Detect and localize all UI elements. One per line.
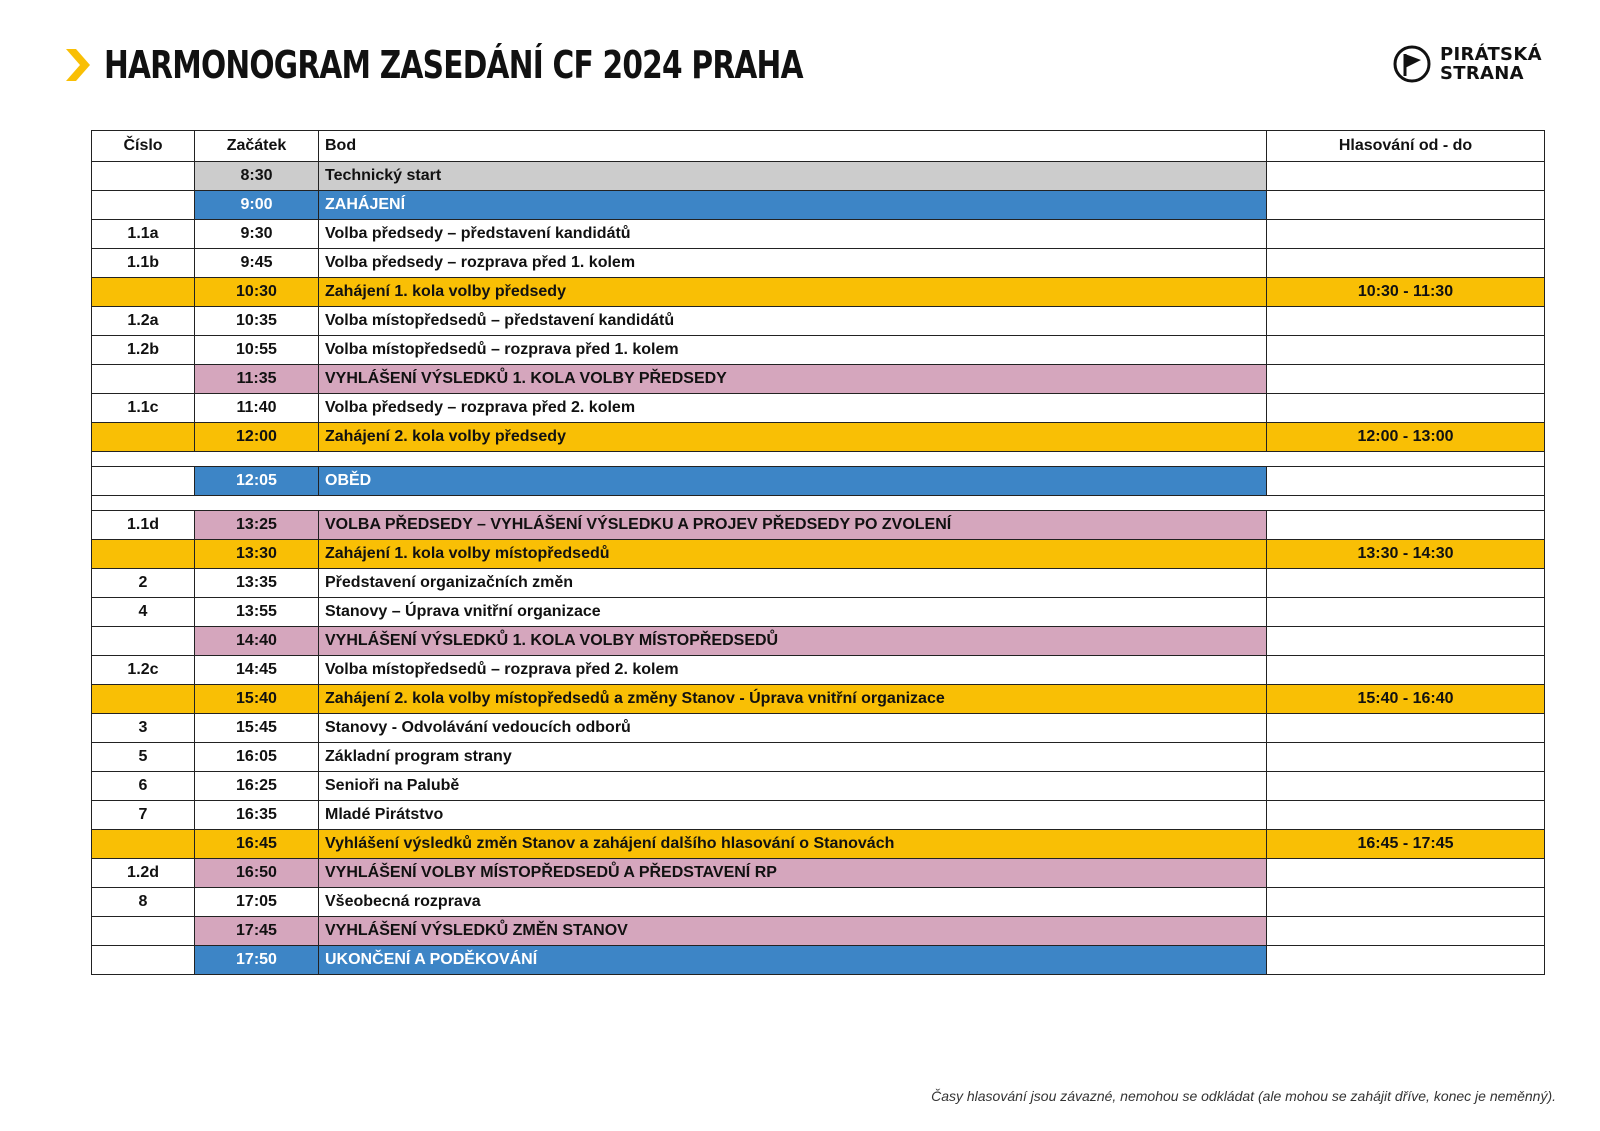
row-start-time: 14:40 <box>195 627 319 656</box>
row-start-time: 13:30 <box>195 540 319 569</box>
table-row <box>92 220 1545 249</box>
table-row <box>92 307 1545 336</box>
row-start-time: 8:30 <box>195 162 319 191</box>
row-start-time: 15:45 <box>195 714 319 743</box>
party-logo <box>1392 44 1542 84</box>
row-number <box>92 191 195 220</box>
row-agenda-item: Volba předsedy – představení kandidátů <box>319 220 1267 249</box>
row-agenda-item: Stanovy – Úprava vnitřní organizace <box>319 598 1267 627</box>
column-header-start: Začátek <box>195 131 319 162</box>
row-start-time: 16:35 <box>195 801 319 830</box>
row-number <box>92 830 195 859</box>
row-agenda-item: Základní program strany <box>319 743 1267 772</box>
row-number: 7 <box>92 801 195 830</box>
row-start-time: 10:55 <box>195 336 319 365</box>
row-number: 4 <box>92 598 195 627</box>
row-number <box>92 917 195 946</box>
footnote: Časy hlasování jsou závazné, nemohou se odkládat (ale mohou se zahájit dříve, konec je neměnný). <box>931 1088 1556 1104</box>
row-start-time: 14:45 <box>195 656 319 685</box>
table-header-row <box>92 131 1545 162</box>
row-number: 5 <box>92 743 195 772</box>
row-agenda-item: Volba místopředsedů – rozprava před 1. kolem <box>319 336 1267 365</box>
row-start-time: 9:45 <box>195 249 319 278</box>
table-row <box>92 511 1545 540</box>
table-row <box>92 772 1545 801</box>
row-voting-window <box>1267 859 1545 888</box>
table-row <box>92 714 1545 743</box>
row-agenda-item: Představení organizačních změn <box>319 569 1267 598</box>
row-number <box>92 946 195 975</box>
row-voting-window <box>1267 598 1545 627</box>
row-number: 1.2c <box>92 656 195 685</box>
column-header-item: Bod <box>319 131 1267 162</box>
row-voting-window: 15:40 - 16:40 <box>1267 685 1545 714</box>
column-header-voting: Hlasování od - do <box>1267 131 1545 162</box>
table-row <box>92 365 1545 394</box>
table-row <box>92 162 1545 191</box>
row-start-time: 12:05 <box>195 467 319 496</box>
row-number: 1.1a <box>92 220 195 249</box>
row-number: 3 <box>92 714 195 743</box>
row-agenda-item: Mladé Pirátstvo <box>319 801 1267 830</box>
table-row <box>92 278 1545 307</box>
row-voting-window <box>1267 569 1545 598</box>
logo-line-1: PIRÁTSKÁ <box>1440 44 1542 65</box>
row-agenda-item: Volba předsedy – rozprava před 2. kolem <box>319 394 1267 423</box>
row-start-time: 12:00 <box>195 423 319 452</box>
table-row <box>92 946 1545 975</box>
row-start-time: 11:35 <box>195 365 319 394</box>
table-row <box>92 685 1545 714</box>
page-header <box>62 40 1000 90</box>
row-number <box>92 627 195 656</box>
logo-text <box>1440 45 1542 83</box>
row-voting-window <box>1267 801 1545 830</box>
table-row <box>92 627 1545 656</box>
row-number: 1.2d <box>92 859 195 888</box>
row-number: 2 <box>92 569 195 598</box>
row-number <box>92 685 195 714</box>
row-start-time: 17:05 <box>195 888 319 917</box>
row-voting-window <box>1267 946 1545 975</box>
row-start-time: 15:40 <box>195 685 319 714</box>
row-agenda-item: VYHLÁŠENÍ VÝSLEDKŮ ZMĚN STANOV <box>319 917 1267 946</box>
row-voting-window <box>1267 162 1545 191</box>
row-number <box>92 423 195 452</box>
row-start-time: 10:35 <box>195 307 319 336</box>
row-voting-window: 10:30 - 11:30 <box>1267 278 1545 307</box>
table-row <box>92 801 1545 830</box>
row-agenda-item: Senioři na Palubě <box>319 772 1267 801</box>
page-title: HARMONOGRAM ZASEDÁNÍ CF 2024 PRAHA <box>104 43 803 87</box>
table-row <box>92 336 1545 365</box>
schedule-table <box>91 130 1545 975</box>
row-agenda-item: Zahájení 2. kola volby předsedy <box>319 423 1267 452</box>
row-agenda-item: Zahájení 1. kola volby předsedy <box>319 278 1267 307</box>
row-number: 6 <box>92 772 195 801</box>
table-row <box>92 423 1545 452</box>
row-agenda-item: VYHLÁŠENÍ VOLBY MÍSTOPŘEDSEDŮ A PŘEDSTAVENÍ RP <box>319 859 1267 888</box>
row-voting-window <box>1267 336 1545 365</box>
table-row <box>92 917 1545 946</box>
row-voting-window <box>1267 191 1545 220</box>
row-number <box>92 365 195 394</box>
row-start-time: 11:40 <box>195 394 319 423</box>
row-voting-window <box>1267 627 1545 656</box>
table-row <box>92 569 1545 598</box>
table-row <box>92 598 1545 627</box>
logo-line-2: STRANA <box>1440 63 1524 84</box>
row-agenda-item: VYHLÁŠENÍ VÝSLEDKŮ 1. KOLA VOLBY PŘEDSEDY <box>319 365 1267 394</box>
table-row <box>92 743 1545 772</box>
row-start-time: 16:45 <box>195 830 319 859</box>
row-number: 1.1d <box>92 511 195 540</box>
row-start-time: 9:00 <box>195 191 319 220</box>
pirate-flag-icon <box>1392 44 1432 84</box>
row-voting-window <box>1267 714 1545 743</box>
row-voting-window <box>1267 656 1545 685</box>
row-agenda-item: Volba místopředsedů – představení kandidátů <box>319 307 1267 336</box>
chevron-right-icon <box>62 43 96 87</box>
row-agenda-item: Volba předsedy – rozprava před 1. kolem <box>319 249 1267 278</box>
row-start-time: 10:30 <box>195 278 319 307</box>
row-agenda-item: Všeobecná rozprava <box>319 888 1267 917</box>
spacer-row <box>92 496 1545 511</box>
table-row <box>92 540 1545 569</box>
table-row <box>92 859 1545 888</box>
row-voting-window <box>1267 249 1545 278</box>
row-number <box>92 278 195 307</box>
row-number <box>92 162 195 191</box>
spacer-row <box>92 452 1545 467</box>
row-start-time: 17:45 <box>195 917 319 946</box>
row-number: 1.1c <box>92 394 195 423</box>
row-agenda-item: VYHLÁŠENÍ VÝSLEDKŮ 1. KOLA VOLBY MÍSTOPŘEDSEDŮ <box>319 627 1267 656</box>
table-row <box>92 191 1545 220</box>
row-voting-window <box>1267 743 1545 772</box>
row-agenda-item: VOLBA PŘEDSEDY – VYHLÁŠENÍ VÝSLEDKU A PROJEV PŘEDSEDY PO ZVOLENÍ <box>319 511 1267 540</box>
row-agenda-item: Stanovy - Odvolávání vedoucích odborů <box>319 714 1267 743</box>
row-voting-window <box>1267 394 1545 423</box>
row-agenda-item: Vyhlášení výsledků změn Stanov a zahájení dalšího hlasování o Stanovách <box>319 830 1267 859</box>
row-start-time: 16:25 <box>195 772 319 801</box>
row-number: 1.2b <box>92 336 195 365</box>
row-agenda-item: Technický start <box>319 162 1267 191</box>
spacer-cell <box>92 452 1545 467</box>
row-voting-window: 13:30 - 14:30 <box>1267 540 1545 569</box>
row-start-time: 17:50 <box>195 946 319 975</box>
row-start-time: 13:25 <box>195 511 319 540</box>
row-start-time: 16:05 <box>195 743 319 772</box>
table-row <box>92 656 1545 685</box>
row-number <box>92 540 195 569</box>
row-voting-window <box>1267 511 1545 540</box>
row-voting-window <box>1267 888 1545 917</box>
row-voting-window <box>1267 772 1545 801</box>
row-agenda-item: Zahájení 1. kola volby místopředsedů <box>319 540 1267 569</box>
row-voting-window <box>1267 365 1545 394</box>
row-start-time: 16:50 <box>195 859 319 888</box>
row-number <box>92 467 195 496</box>
row-number: 1.1b <box>92 249 195 278</box>
row-start-time: 13:35 <box>195 569 319 598</box>
column-header-number: Číslo <box>92 131 195 162</box>
row-voting-window <box>1267 220 1545 249</box>
table-row <box>92 249 1545 278</box>
row-start-time: 13:55 <box>195 598 319 627</box>
row-agenda-item: OBĚD <box>319 467 1267 496</box>
table-row <box>92 888 1545 917</box>
row-agenda-item: ZAHÁJENÍ <box>319 191 1267 220</box>
row-number: 1.2a <box>92 307 195 336</box>
row-agenda-item: Zahájení 2. kola volby místopředsedů a změny Stanov - Úprava vnitřní organizace <box>319 685 1267 714</box>
row-voting-window: 16:45 - 17:45 <box>1267 830 1545 859</box>
row-voting-window <box>1267 467 1545 496</box>
table-row <box>92 830 1545 859</box>
row-voting-window <box>1267 917 1545 946</box>
row-voting-window <box>1267 307 1545 336</box>
table-row <box>92 467 1545 496</box>
spacer-cell <box>92 496 1545 511</box>
row-number: 8 <box>92 888 195 917</box>
row-voting-window: 12:00 - 13:00 <box>1267 423 1545 452</box>
table-row <box>92 394 1545 423</box>
row-agenda-item: UKONČENÍ A PODĚKOVÁNÍ <box>319 946 1267 975</box>
row-agenda-item: Volba místopředsedů – rozprava před 2. kolem <box>319 656 1267 685</box>
row-start-time: 9:30 <box>195 220 319 249</box>
